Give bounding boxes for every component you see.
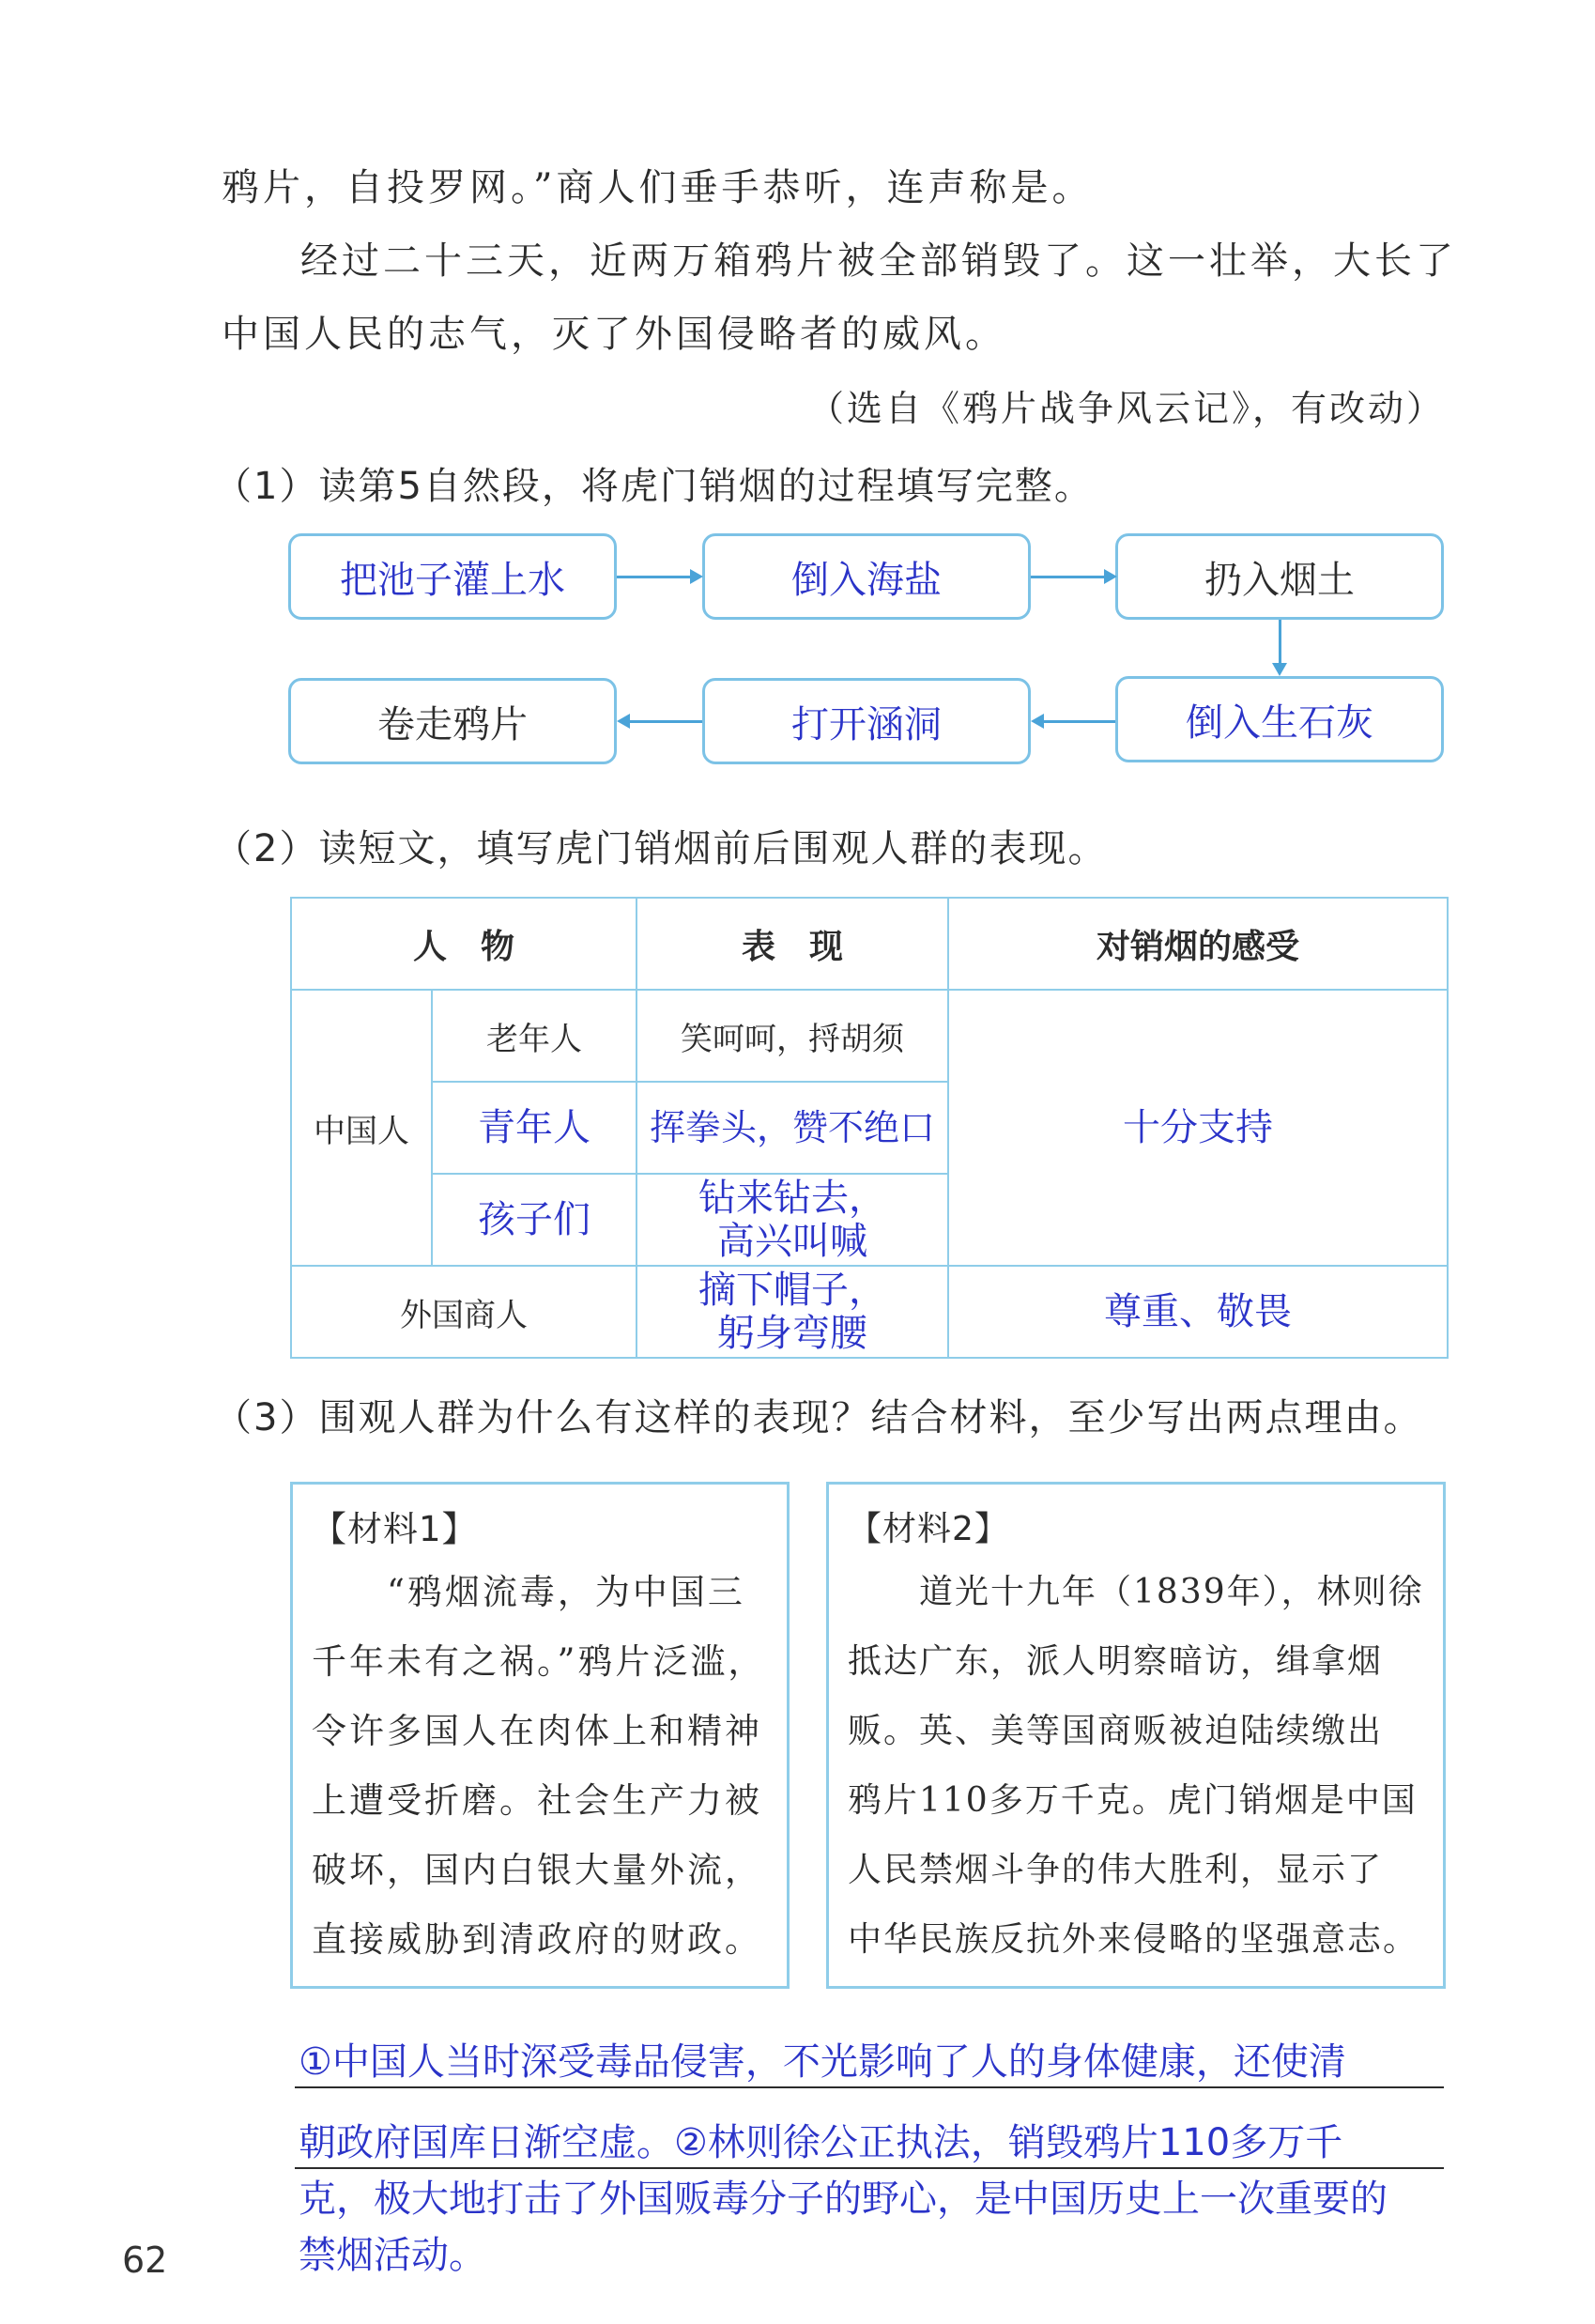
passage-line-2: 经过二十三天，近两万箱鸦片被全部销毁了。这一壮举，大长了	[300, 239, 1457, 283]
header-feeling: 对销烟的感受	[948, 898, 1448, 990]
material-1-line-1: “鸦烟流毒，为中国三	[387, 1572, 745, 1612]
person-children: 孩子们	[432, 1174, 636, 1266]
feeling-foreign: 尊重、敬畏	[948, 1266, 1448, 1358]
question-1-prompt: （1）读第5自然段，将虎门销烟的过程填写完整。	[214, 465, 1094, 508]
material-1-line-6: 直接威胁到清政府的财政。	[312, 1919, 762, 1960]
flow-arrow-1-head	[690, 569, 703, 584]
passage-line-1: 鸦片，自投罗网。”商人们垂手恭听，连声称是。	[222, 166, 1094, 209]
flow-step-1: 把池子灌上水	[288, 533, 617, 620]
behavior-elderly: 笑呵呵，捋胡须	[636, 990, 948, 1082]
material-1-tag: 【材料1】	[312, 1509, 478, 1549]
material-1-box	[290, 1482, 790, 1989]
question-2-prompt: （2）读短文，填写虎门销烟前后围观人群的表现。	[214, 827, 1108, 870]
answer-rule-1	[295, 2086, 1444, 2088]
flow-arrow-5	[630, 720, 702, 723]
flow-arrow-3	[1279, 620, 1281, 667]
feeling-chinese: 十分支持	[948, 990, 1448, 1266]
flow-arrow-4	[1044, 720, 1115, 723]
person-youth: 青年人	[432, 1082, 636, 1174]
behavior-foreign-line-2: 躬身弯腰	[717, 1312, 868, 1355]
material-1-line-4: 上遭受折磨。社会生产力被	[312, 1780, 762, 1821]
material-2-line-4: 鸦片110多万千克。虎门销烟是中国	[848, 1781, 1418, 1820]
material-2-line-6: 中华民族反抗外来侵略的坚强意志。	[848, 1920, 1419, 1959]
header-person: 人 物	[291, 898, 636, 990]
answer-line-1: ①中国人当时深受毒品侵害，不光影响了人的身体健康，还使清	[299, 2040, 1346, 2084]
material-2-line-5: 人民禁烟斗争的伟大胜利，显示了	[848, 1851, 1384, 1889]
material-2-line-2: 抵达广东，派人明察暗访，缉拿烟	[848, 1642, 1384, 1681]
page-number: 62	[122, 2239, 168, 2281]
answer-line-4: 禁烟活动。	[299, 2234, 486, 2277]
flow-step-3: 扔入烟土	[1115, 533, 1444, 620]
material-2-line-3: 贩。英、美等国商贩被迫陆续缴出	[848, 1712, 1384, 1750]
flow-arrow-1	[617, 576, 692, 578]
passage-source: （选自《鸦片战争风云记》，有改动）	[807, 388, 1445, 429]
flow-step-5: 打开涵洞	[702, 678, 1031, 764]
flow-step-4: 倒入生石灰	[1115, 676, 1444, 762]
flow-arrow-5-head	[617, 714, 630, 729]
question-3-prompt: （3）围观人群为什么有这样的表现？结合材料，至少写出两点理由。	[214, 1396, 1423, 1439]
material-1-line-3: 令许多国人在肉体上和精神	[312, 1711, 762, 1751]
behavior-youth: 挥拳头，赞不绝口	[636, 1082, 948, 1174]
material-2-tag: 【材料2】	[848, 1510, 1009, 1548]
header-behavior: 表 现	[636, 898, 948, 990]
flow-step-2: 倒入海盐	[702, 533, 1031, 620]
answer-line-3: 克，极大地打击了外国贩毒分子的野心，是中国历史上一次重要的	[299, 2178, 1388, 2221]
flow-step-6: 卷走鸦片	[288, 678, 617, 764]
behavior-foreign-line-1: 摘下帽子，	[698, 1269, 887, 1312]
behavior-children-line-1: 钻来钻去，	[698, 1177, 887, 1220]
material-2-line-1: 道光十九年（1839年），林则徐	[919, 1573, 1424, 1611]
material-1-line-2: 千年未有之祸。”鸦片泛滥，	[312, 1641, 766, 1682]
behavior-children	[636, 1174, 948, 1266]
flow-arrow-2-head	[1104, 569, 1117, 584]
answer-line-2: 朝政府国库日渐空虚。②林则徐公正执法，销毁鸦片110多万千	[299, 2121, 1343, 2164]
person-elderly: 老年人	[432, 990, 636, 1082]
material-1-line-5: 破坏，国内白银大量外流，	[312, 1850, 762, 1890]
crowd-reaction-table	[290, 897, 1449, 1359]
flow-arrow-2	[1031, 576, 1106, 578]
person-foreign: 外国商人	[291, 1266, 636, 1358]
group-chinese: 中国人	[291, 990, 432, 1266]
material-2-box	[826, 1482, 1446, 1989]
behavior-foreign	[636, 1266, 948, 1358]
behavior-children-line-2: 高兴叫喊	[717, 1220, 868, 1263]
flow-arrow-4-head	[1031, 714, 1044, 729]
flow-arrow-3-head	[1272, 663, 1287, 676]
passage-line-3: 中国人民的志气，灭了外国侵略者的威风。	[222, 313, 1006, 356]
